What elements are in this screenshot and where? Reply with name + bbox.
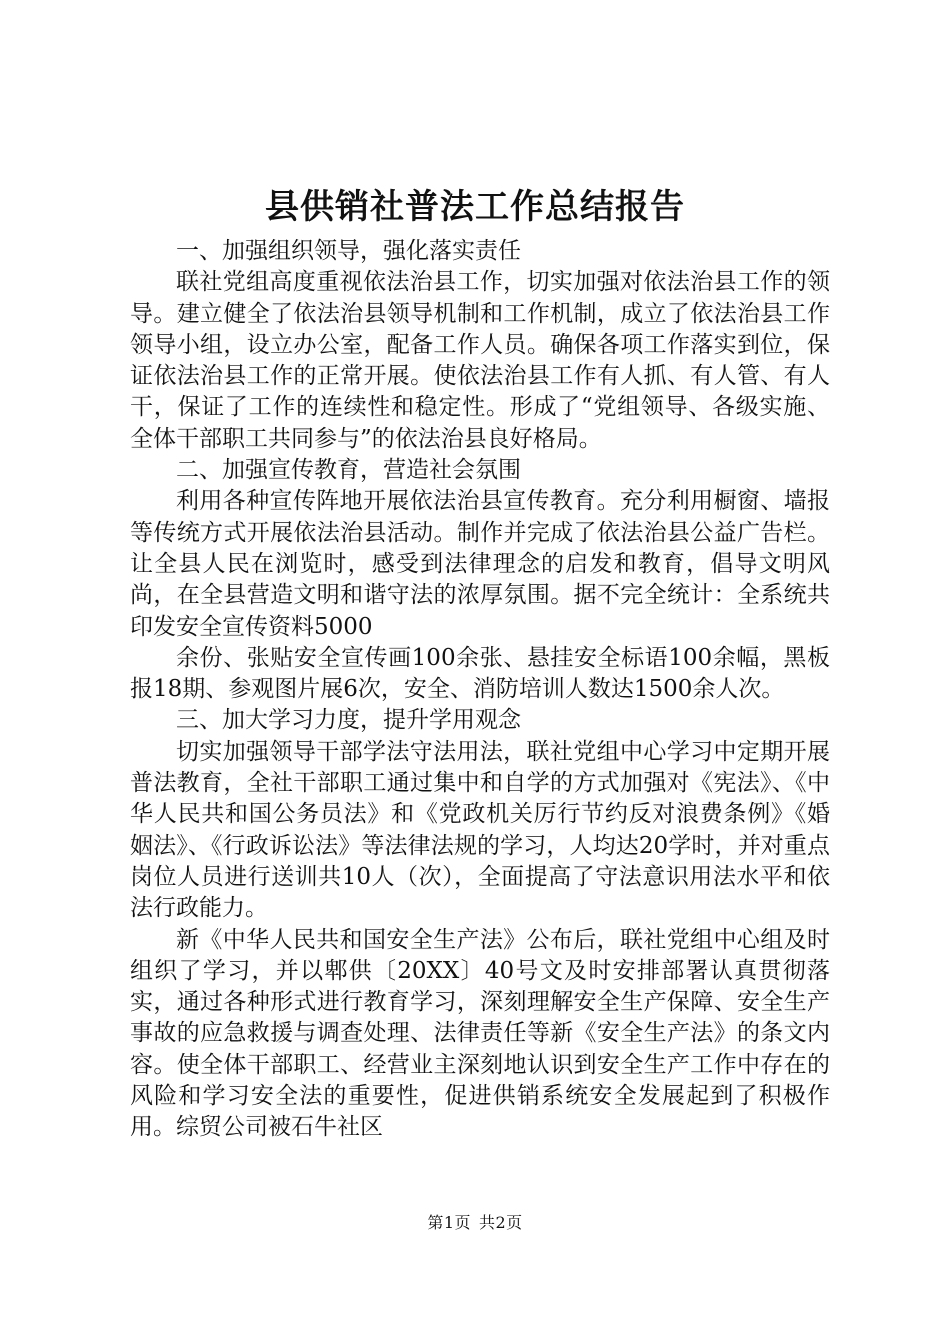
body-paragraph: 余份、张贴安全宣传画100余张、悬挂安全标语100余幅，黑板报18期、参观图片展6次，安全、消防培训人数达1500余人次。 <box>130 644 830 703</box>
section-heading: 二、加强宣传教育，营造社会氛围 <box>176 457 521 484</box>
page-total: 共2页 <box>479 1213 523 1232</box>
page-footer <box>0 1212 950 1234</box>
section-heading: 三、加大学习力度，提升学用观念 <box>176 707 521 734</box>
body-paragraph: 新《中华人民共和国安全生产法》公布后，联社党组中心组及时组织了学习，并以郫供〔20XX〕40号文及时安排部署认真贯彻落实，通过各种形式进行教育学习，深刻理解安全生产保障、安全生产事故的应急救援与调查处理、法律责任等新《安全生产法》的条文内容。使全体干部职工、经营业主深刻地认识到安全生产工作中存在的风险和学习安全法的重要性，促进供销系统安全发展起到了积极作用。综贸公司被石牛社区 <box>130 926 830 1141</box>
body-paragraph: 切实加强领导干部学法守法用法，联社党组中心学习中定期开展普法教育，全社干部职工通过集中和自学的方式加强对《宪法》、《中华人民共和国公务员法》和《党政机关厉行节约反对浪费条例》《婚姻法》、《行政诉讼法》等法律法规的学习，人均达20学时，并对重点岗位人员进行送训共10人（次），全面提高了守法意识用法水平和依法行政能力。 <box>130 738 830 922</box>
body-paragraph: 利用各种宣传阵地开展依法治县宣传教育。充分利用橱窗、墙报等传统方式开展依法治县活动。制作并完成了依法治县公益广告栏。让全县人民在浏览时，感受到法律理念的启发和教育，倡导文明风尚，在全县营造文明和谐守法的浓厚氛围。据不完全统计：全系统共印发安全宣传资料5000 <box>130 488 830 640</box>
page-number: 第1页 <box>427 1213 471 1232</box>
body-paragraph: 联社党组高度重视依法治县工作，切实加强对依法治县工作的领导。建立健全了依法治县领导机制和工作机制，成立了依法治县工作领导小组，设立办公室，配备工作人员。确保各项工作落实到位，保证依法治县工作的正常开展。使依法治县工作有人抓、有人管、有人干，保证了工作的连续性和稳定性。形成了“党组领导、各级实施、全体干部职工共同参与”的依法治县良好格局。 <box>130 269 830 452</box>
document-body <box>130 236 830 1144</box>
document-title: 县供销社普法工作总结报告 <box>265 187 685 227</box>
section-heading: 一、加强组织领导，强化落实责任 <box>176 238 521 264</box>
